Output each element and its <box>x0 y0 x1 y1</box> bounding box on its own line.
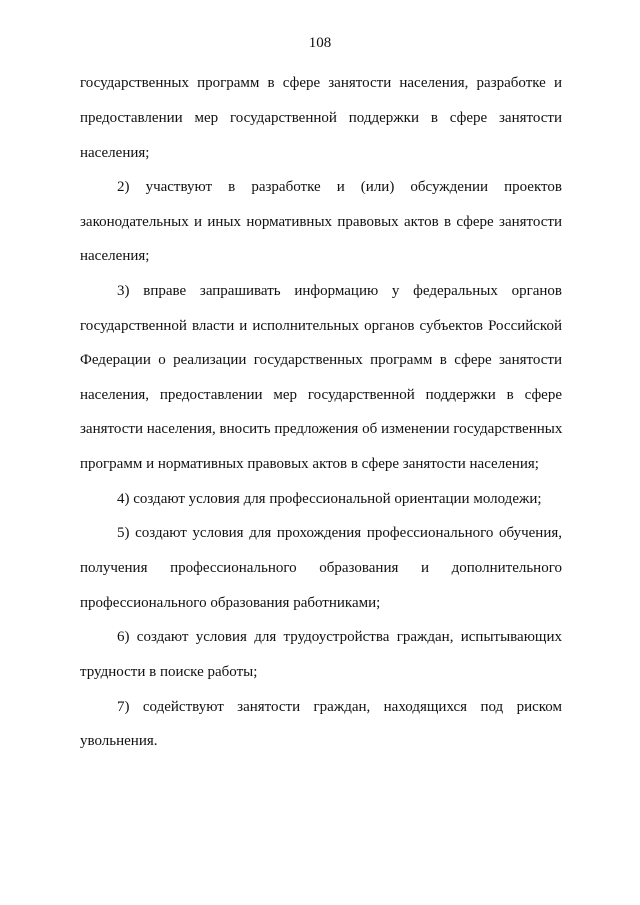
text-line: 2) участвуют в разработке и (или) обсуждении проектов <box>117 179 562 195</box>
text-line: 7) содействуют занятости граждан, находящихся под риском <box>117 699 562 715</box>
text-line: законодательных и иных нормативных правовых актов в сфере занятости <box>80 214 562 230</box>
text-line: 3) вправе запрашивать информацию у федеральных органов <box>117 283 562 299</box>
text-line: занятости населения, вносить предложения об изменении государственных <box>80 421 563 437</box>
text-line: профессионального образования работниками; <box>80 595 381 611</box>
text-line: государственных программ в сфере занятости населения, разработке и <box>80 75 562 91</box>
text-line: трудности в поиске работы; <box>80 664 258 680</box>
text-line: увольнения. <box>80 733 158 749</box>
page-number: 108 <box>308 35 332 51</box>
text-line: 6) создают условия для трудоустройства граждан, испытывающих <box>117 629 562 645</box>
text-line: 4) создают условия для профессиональной ориентации молодежи; <box>117 491 542 507</box>
text-line: 5) создают условия для прохождения профессионального обучения, <box>117 525 562 541</box>
text-line: населения; <box>80 248 150 264</box>
text-line: населения, предоставлении мер государственной поддержки в сфере <box>80 387 562 403</box>
text-line: Федерации о реализации государственных программ в сфере занятости <box>80 352 562 368</box>
text-line: населения; <box>80 145 150 161</box>
text-line: государственной власти и исполнительных органов субъектов Российской <box>80 318 562 334</box>
text-line: получения профессионального образования и дополнительного <box>80 560 562 576</box>
text-line: программ и нормативных правовых актов в сфере занятости населения; <box>80 456 539 472</box>
text-line: предоставлении мер государственной поддержки в сфере занятости <box>80 110 562 126</box>
